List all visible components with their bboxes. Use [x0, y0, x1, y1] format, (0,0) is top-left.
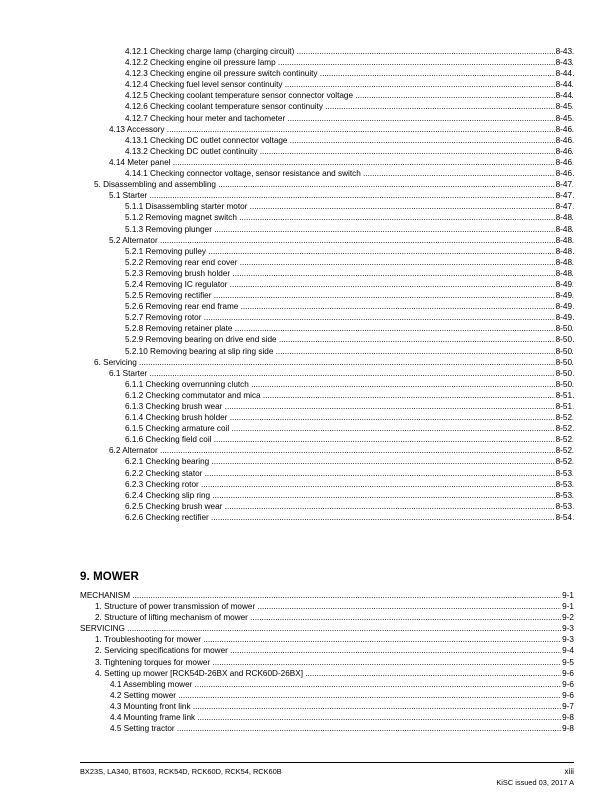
toc-entry-title: 4.12.5 Checking coolant temperature sensor connector voltage .....: [125, 90, 574, 101]
toc-entry[interactable]: [0, 301, 612, 312]
toc-entry[interactable]: [0, 645, 612, 656]
footer-divider: [80, 762, 574, 763]
toc-entry[interactable]: [0, 657, 612, 668]
toc-entry[interactable]: [0, 90, 612, 101]
toc-entry-title: 6. Servicing .....: [94, 357, 574, 368]
toc-entry-title: 6.2.2 Checking stator .....: [125, 468, 574, 479]
toc-entry-title: 5.2.10 Removing bearing at slip ring side .....: [125, 346, 574, 357]
toc-entry-title: 4.13 Accessory .....: [109, 124, 574, 135]
toc-entry-title: 5.2.6 Removing rear end frame .....: [125, 301, 574, 312]
toc-entry[interactable]: [0, 68, 612, 79]
toc-entry[interactable]: [0, 512, 612, 523]
toc-entry[interactable]: [0, 157, 612, 168]
toc-entry-title: 4.2 Setting mower .....: [110, 690, 574, 701]
toc-entry-title: 5.1 Starter .....: [109, 190, 574, 201]
toc-entry-page: 9-5: [562, 657, 574, 667]
toc-entry-title: 4.14 Meter panel .....: [109, 157, 574, 168]
toc-entry-page: 9-4: [562, 646, 574, 656]
toc-entry[interactable]: [0, 423, 612, 434]
toc-entry-page: 8-53: [555, 490, 572, 500]
toc-entry-page: 8-52: [555, 435, 572, 445]
toc-entry-page: 9-3: [562, 635, 574, 645]
toc-list-electrical: [0, 46, 612, 523]
toc-entry[interactable]: [0, 501, 612, 512]
toc-entry[interactable]: [0, 479, 612, 490]
toc-entry-page: 8-50: [555, 335, 572, 345]
toc-entry-title: 4. Setting up mower [RCK54D-26BX and RCK60D-26BX] .....: [95, 668, 574, 679]
toc-entry-page: 8-52: [555, 457, 572, 467]
toc-entry[interactable]: [0, 401, 612, 412]
toc-entry-title: 5.2.1 Removing pulley .....: [125, 246, 574, 257]
toc-entry[interactable]: [0, 257, 612, 268]
toc-entry-title: 2. Servicing specifications for mower .....: [95, 645, 574, 656]
toc-entry-page: 8-50: [555, 324, 572, 334]
toc-entry[interactable]: [0, 224, 612, 235]
toc-entry[interactable]: [0, 334, 612, 345]
toc-entry-page: 9-6: [562, 690, 574, 700]
toc-entry-title: MECHANISM .....: [80, 590, 574, 601]
toc-entry[interactable]: [0, 468, 612, 479]
toc-entry-page: 9-1: [562, 591, 574, 600]
toc-entry-title: 4.5 Setting tractor .....: [110, 723, 574, 734]
toc-entry[interactable]: [0, 701, 612, 712]
toc-entry-page: 8-43: [555, 58, 572, 68]
toc-entry-title: 6.2 Alternator .....: [109, 445, 574, 456]
toc-entry-title: 4.12.4 Checking fuel level sensor continuity .....: [125, 79, 574, 90]
toc-entry[interactable]: [0, 268, 612, 279]
toc-entry[interactable]: [0, 690, 612, 701]
toc-entry[interactable]: [0, 434, 612, 445]
toc-entry-title: 5.1.3 Removing plunger .....: [125, 224, 574, 235]
toc-entry-page: 8-52: [555, 446, 572, 456]
toc-entry[interactable]: [0, 390, 612, 401]
toc-entry[interactable]: [0, 57, 612, 68]
toc-entry-page: 8-50: [555, 379, 572, 389]
toc-entry-page: 8-52: [555, 424, 572, 434]
toc-entry-page: 8-45: [555, 113, 572, 123]
toc-entry-page: 8-51: [555, 402, 572, 411]
toc-entry[interactable]: [0, 201, 612, 212]
toc-entry-title: 4.14.1 Checking connector voltage, sensor resistance and switch .....: [125, 168, 574, 179]
toc-entry[interactable]: [0, 212, 612, 223]
toc-list-mower: [0, 590, 612, 734]
toc-entry-page: 8-46: [555, 135, 572, 145]
toc-entry-page: 8-43: [555, 47, 572, 56]
toc-entry[interactable]: [0, 113, 612, 124]
footer-page-number: xiii: [564, 767, 574, 776]
toc-entry-title: 4.13.2 Checking DC outlet continuity .....: [125, 146, 574, 157]
toc-entry[interactable]: [0, 634, 612, 645]
toc-entry[interactable]: [0, 679, 612, 690]
toc-entry-title: 4.3 Mounting front link .....: [110, 701, 574, 712]
toc-entry-title: 5.2.2 Removing rear end cover .....: [125, 257, 574, 268]
toc-entry-title: 6.1.1 Checking overrunning clutch .....: [125, 379, 574, 390]
toc-entry-title: 1. Troubleshooting for mower .....: [95, 634, 574, 645]
toc-entry-page: 8-46: [555, 169, 572, 179]
toc-entry-title: 5.2.8 Removing retainer plate .....: [125, 323, 574, 334]
toc-entry-title: 6.2.4 Checking slip ring .....: [125, 490, 574, 501]
toc-entry-page: 8-51: [555, 390, 572, 400]
toc-entry[interactable]: [0, 445, 612, 456]
toc-entry[interactable]: [0, 101, 612, 112]
toc-entry-page: 8-49: [555, 302, 572, 312]
toc-entry-title: 2. Structure of lifting mechanism of mower .....: [95, 612, 574, 623]
toc-entry-page: 9-2: [562, 613, 574, 623]
toc-entry[interactable]: [0, 412, 612, 423]
toc-entry[interactable]: [0, 235, 612, 246]
toc-entry-title: 6.1.6 Checking field coil .....: [125, 434, 574, 445]
toc-entry[interactable]: [0, 168, 612, 179]
toc-entry-page: 9-8: [562, 713, 574, 723]
toc-entry-page: 8-48: [555, 235, 572, 245]
toc-entry-page: 8-46: [555, 146, 572, 156]
toc-entry[interactable]: [0, 179, 612, 190]
chapter-heading-mower: 9. MOWER: [80, 571, 139, 583]
toc-entry-title: 5.2.5 Removing rectifier .....: [125, 290, 574, 301]
toc-entry[interactable]: [0, 490, 612, 501]
toc-entry[interactable]: [0, 135, 612, 146]
toc-entry[interactable]: [0, 623, 612, 634]
toc-entry-page: 8-49: [555, 279, 572, 289]
toc-entry-title: 5.2 Alternator .....: [109, 235, 574, 246]
toc-entry-title: 6.2.1 Checking bearing .....: [125, 456, 574, 467]
toc-entry-title: 6.1.3 Checking brush wear .....: [125, 401, 574, 412]
toc-entry-title: 4.12.1 Checking charge lamp (charging circuit) .....: [125, 46, 574, 57]
toc-entry-title: 6.1.2 Checking commutator and mica .....: [125, 390, 574, 401]
toc-entry-title: 4.13.1 Checking DC outlet connector voltage .....: [125, 135, 574, 146]
toc-entry-title: 4.12.6 Checking coolant temperature sensor continuity .....: [125, 101, 574, 112]
toc-entry-title: 5.2.4 Removing IC regulator .....: [125, 279, 574, 290]
toc-entry[interactable]: [0, 323, 612, 334]
toc-entry-page: 8-54: [555, 512, 572, 522]
toc-entry-page: 9-6: [562, 679, 574, 689]
toc-entry-page: 9-3: [562, 624, 574, 634]
toc-entry-title: 5. Disassembling and assembling .....: [94, 179, 574, 190]
toc-entry[interactable]: [0, 590, 612, 601]
toc-entry-page: 8-48: [555, 246, 572, 256]
toc-entry-page: 8-44: [555, 91, 572, 101]
toc-entry-page: 8-48: [555, 224, 572, 234]
toc-entry[interactable]: [0, 312, 612, 323]
toc-entry[interactable]: [0, 668, 612, 679]
toc-entry[interactable]: [0, 612, 612, 623]
toc-entry-page: 9-7: [562, 701, 574, 711]
toc-entry-page: 8-48: [555, 213, 572, 223]
toc-entry[interactable]: [0, 379, 612, 390]
toc-entry-page: 8-53: [555, 479, 572, 489]
toc-entry-title: 5.1.1 Disassembling starter motor .....: [125, 201, 574, 212]
toc-entry-page: 8-52: [555, 413, 572, 423]
toc-entry-title: 6.1 Starter .....: [109, 368, 574, 379]
toc-entry[interactable]: [0, 601, 612, 612]
toc-entry-page: 8-50: [555, 368, 572, 378]
toc-entry[interactable]: [0, 124, 612, 135]
toc-entry-title: 4.12.2 Checking engine oil pressure lamp .....: [125, 57, 574, 68]
toc-entry[interactable]: [0, 346, 612, 357]
toc-entry-page: 8-44: [555, 80, 572, 90]
toc-entry-page: 8-48: [555, 257, 572, 267]
toc-entry-title: 6.2.5 Checking brush wear .....: [125, 501, 574, 512]
toc-entry-page: 8-49: [555, 313, 572, 323]
toc-entry-page: 8-44: [555, 69, 572, 79]
toc-entry[interactable]: [0, 190, 612, 201]
toc-entry-title: 4.4 Mounting frame link .....: [110, 712, 574, 723]
toc-entry-title: 1. Structure of power transmission of mower .....: [95, 601, 574, 612]
toc-entry-page: 8-45: [555, 102, 572, 112]
toc-entry-title: 4.12.7 Checking hour meter and tachometer .....: [125, 113, 574, 124]
toc-entry-page: 8-53: [555, 468, 572, 478]
toc-entry[interactable]: [0, 357, 612, 368]
toc-entry-page: 9-8: [562, 724, 574, 734]
toc-entry[interactable]: [0, 146, 612, 157]
toc-entry-page: 8-50: [555, 357, 572, 367]
toc-entry[interactable]: [0, 723, 612, 734]
toc-entry-title: 6.2.3 Checking rotor .....: [125, 479, 574, 490]
toc-entry-title: 5.2.7 Removing rotor .....: [125, 312, 574, 323]
toc-entry-title: SERVICING .....: [80, 623, 574, 634]
toc-entry-title: 6.1.4 Checking brush holder .....: [125, 412, 574, 423]
toc-entry-page: 8-46: [555, 124, 572, 134]
toc-entry[interactable]: [0, 246, 612, 257]
toc-entry-title: 5.2.9 Removing bearing on drive end side .....: [125, 334, 574, 345]
toc-entry[interactable]: [0, 279, 612, 290]
toc-entry-page: 9-6: [562, 668, 574, 678]
toc-entry-page: 8-48: [555, 268, 572, 278]
toc-entry-page: 8-47: [555, 202, 572, 212]
toc-entry[interactable]: [0, 290, 612, 301]
footer-issue: KiSC issued 03, 2017 A: [496, 778, 574, 787]
toc-entry[interactable]: [0, 79, 612, 90]
toc-entry-page: 8-47: [555, 180, 572, 190]
toc-entry-title: 5.2.3 Removing brush holder .....: [125, 268, 574, 279]
toc-entry[interactable]: [0, 456, 612, 467]
toc-entry-title: 4.12.3 Checking engine oil pressure switch continuity .....: [125, 68, 574, 79]
toc-entry-title: 6.2.6 Checking rectifier .....: [125, 512, 574, 523]
toc-entry-page: 8-47: [555, 191, 572, 201]
toc-entry-page: 8-49: [555, 291, 572, 301]
toc-entry-title: 4.1 Assembling mower .....: [110, 679, 574, 690]
toc-entry[interactable]: [0, 368, 612, 379]
toc-entry-page: 8-50: [555, 346, 572, 356]
toc-entry-title: 5.1.2 Removing magnet switch .....: [125, 212, 574, 223]
toc-entry[interactable]: [0, 712, 612, 723]
toc-entry-page: 8-53: [555, 501, 572, 511]
toc-entry[interactable]: [0, 46, 612, 57]
toc-entry-page: 8-46: [555, 157, 572, 167]
footer-models: BX23S, LA340, BT603, RCK54D, RCK60D, RCK54, RCK60B: [80, 767, 282, 776]
toc-entry-page: 9-1: [562, 602, 574, 612]
toc-entry-title: 6.1.5 Checking armature coil .....: [125, 423, 574, 434]
toc-entry-title: 3. Tightening torques for mower .....: [95, 657, 574, 668]
